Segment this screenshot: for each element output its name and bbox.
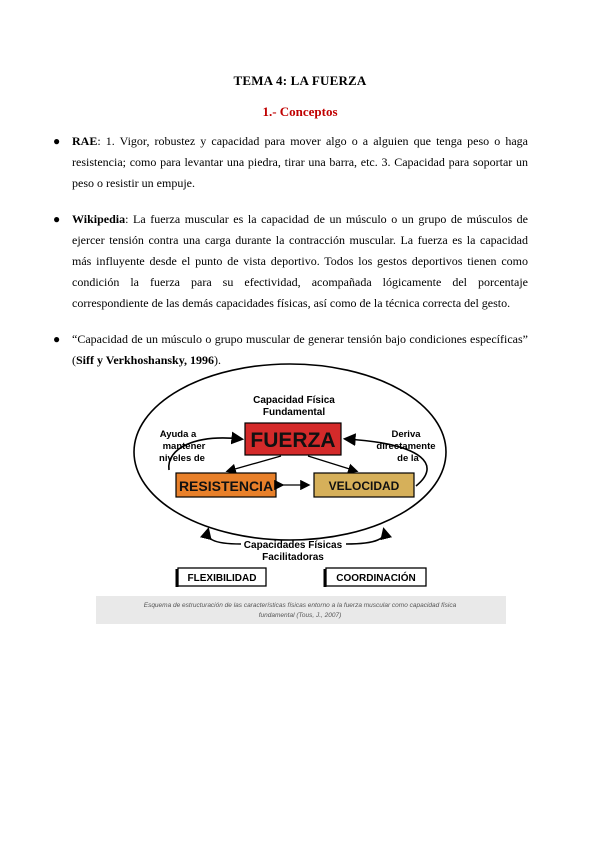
- term-label: RAE: [72, 134, 98, 148]
- left-note-line3: niveles de: [159, 453, 205, 464]
- term-label: Wikipedia: [72, 212, 126, 226]
- left-note-line1: Ayuda a: [159, 429, 197, 440]
- coordinacion-label: COORDINACIÓN: [336, 573, 416, 584]
- bottom-label-line1: Capacidades Físicas: [243, 540, 343, 551]
- flexibilidad-label: FLEXIBILIDAD: [187, 573, 257, 584]
- list-item-wikipedia: [50, 209, 528, 314]
- quote-text: “Capacidad de un músculo o grupo muscular de generar tensión bajo condiciones específicas” (: [72, 332, 528, 367]
- definition-text: : 1. Vigor, robustez y capacidad para mover algo o a alguien que tenga peso o haga resistencia; como para levantar una piedra, tirar una barra, etc. 3. Capacidad para soportar un peso o resistir un empuje.: [72, 134, 528, 190]
- diagram-svg: [96, 358, 506, 624]
- resistencia-label: RESISTENCIA: [178, 478, 274, 494]
- page-title: TEMA 4: LA FUERZA: [233, 73, 367, 88]
- right-note-line2: directamente: [376, 441, 436, 452]
- top-label-line2: Fundamental: [262, 407, 326, 418]
- citation: Siff y Verkhoshansky, 1996: [76, 353, 215, 367]
- strength-diagram-figure: [96, 358, 506, 624]
- caption-line2: fundamental (Tous, J., 2007): [258, 612, 342, 619]
- top-label-line1: Capacidad Física: [253, 395, 335, 406]
- bullet-icon: ●: [53, 212, 61, 226]
- right-note-line3: de la: [397, 453, 419, 464]
- caption-band: [96, 596, 506, 624]
- bullet-list: [50, 131, 528, 386]
- bottom-label-line2: Facilitadoras: [262, 552, 324, 563]
- right-note-line1: Deriva: [391, 429, 421, 440]
- list-item-rae: [50, 131, 528, 194]
- left-note-line2: mantener: [162, 441, 206, 452]
- arrow-to-resistencia: [228, 456, 281, 471]
- bullet-icon: ●: [53, 332, 61, 346]
- bullet-icon: ●: [53, 134, 61, 148]
- quote-end: ).: [214, 353, 222, 367]
- section-heading: 1.- Conceptos: [262, 104, 338, 119]
- arrow-to-velocidad: [308, 456, 356, 471]
- fuerza-label: FUERZA: [250, 429, 336, 452]
- caption-line1: Esquema de estructuración de las características físicas entorno a la fuerza muscular como capacidad física: [143, 602, 457, 609]
- velocidad-label: VELOCIDAD: [328, 479, 400, 493]
- definition-text: : La fuerza muscular es la capacidad de un músculo o un grupo de músculos de ejercer tensión contra una carga durante la contracción muscular. La fuerza es la capacidad más influyente desde el punto de vista deportivo. Todos los gestos deportivos tienen como condición la fuerza para su efectividad, acompañada lógicamente del porcentaje correspondiente de las demás capacidades físicas, así como de la técnica correcta del gesto.: [72, 212, 528, 310]
